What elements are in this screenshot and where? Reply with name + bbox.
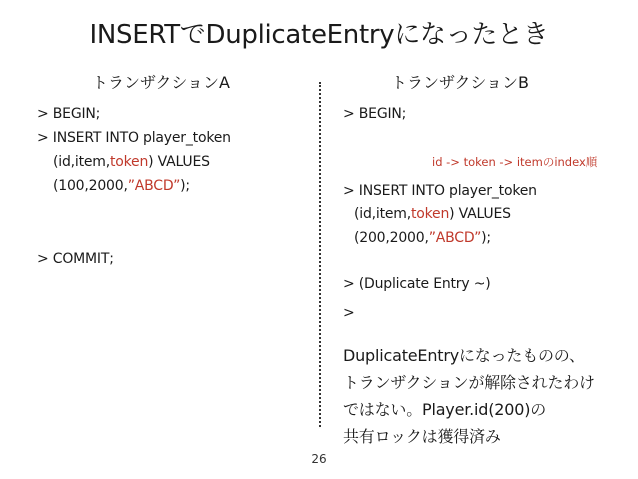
values-prefix: (200,2000,: [354, 230, 429, 246]
transaction-b-heading: トランザクションB: [391, 73, 530, 92]
token-value-highlight: ”ABCD”: [428, 230, 482, 246]
lock-order-note: id -> token -> itemのindex順: [432, 155, 598, 169]
transaction-a-columns: [53, 154, 210, 170]
values-suffix: );: [481, 230, 491, 246]
columns-suffix: ) VALUES: [148, 154, 210, 170]
transaction-a-values: [53, 178, 190, 194]
transaction-b-result: > (Duplicate Entry ~): [343, 276, 491, 292]
explanation-line-4: 共有ロックは獲得済み: [343, 427, 501, 446]
token-column-highlight: token: [109, 154, 149, 170]
columns-prefix: (id,item,: [53, 154, 110, 170]
explanation-line-3: ではない。Player.id(200)の: [343, 400, 547, 419]
explanation-line-1: DuplicateEntryになったものの、: [343, 346, 585, 365]
transaction-a-insert: > INSERT INTO player_token: [37, 130, 231, 146]
slide-title: INSERTでDuplicateEntryになったとき: [89, 20, 549, 50]
page-number: 26: [311, 452, 327, 466]
values-prefix: (100,2000,: [53, 178, 128, 194]
transaction-a-commit: > COMMIT;: [37, 251, 114, 267]
explanation-line-2: トランザクションが解除されたわけ: [343, 373, 595, 392]
transaction-b-columns: [354, 206, 511, 222]
token-column-highlight: token: [410, 206, 450, 222]
values-suffix: );: [180, 178, 190, 194]
transaction-a-heading: トランザクションA: [92, 73, 230, 92]
transaction-b-insert: > INSERT INTO player_token: [343, 183, 537, 199]
columns-suffix: ) VALUES: [449, 206, 511, 222]
transaction-b-values: [354, 230, 491, 246]
transaction-b-prompt: >: [343, 305, 355, 321]
transaction-a-begin: > BEGIN;: [37, 106, 101, 122]
columns-prefix: (id,item,: [354, 206, 411, 222]
token-value-highlight: ”ABCD”: [127, 178, 181, 194]
transaction-b-begin: > BEGIN;: [343, 106, 407, 122]
column-divider: [319, 82, 321, 427]
